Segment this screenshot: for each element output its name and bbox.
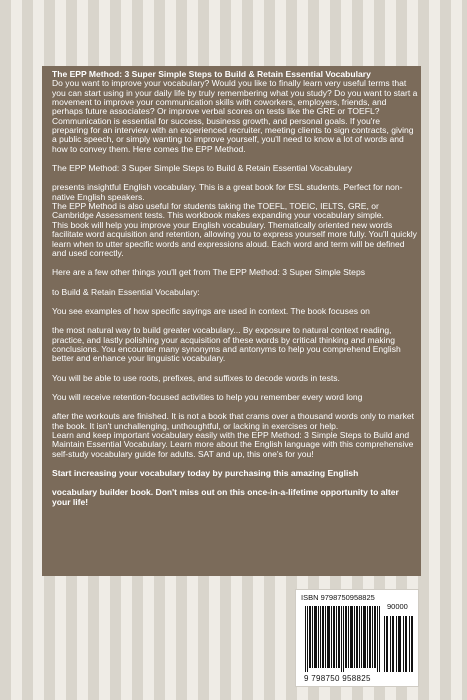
- blurb-title: The EPP Method: 3 Super Simple Steps to Build & Retain Essential Vocabulary: [52, 69, 371, 79]
- blurb-call-to-action: vocabulary builder book. Don't miss out on this once-in-a-lifetime opportunity to alter your life!: [52, 487, 399, 507]
- blurb-paragraph: Do you want to improve your vocabulary? Would you like to finally learn very useful terms that you can start using in your daily life by truly remembering what you study? Do you want to start a movement to improve your communication skills with coworkers, employers, friends, and perhaps future associates? Or improve verbal scores on tests like the GRE or TOEFL?: [52, 78, 418, 117]
- blurb-paragraph: The EPP Method: 3 Super Simple Steps to Build & Retain Essential Vocabulary: [52, 163, 353, 174]
- blurb-paragraph: Here are a few other things you'll get from The EPP Method: 3 Super Simple Steps: [52, 267, 365, 278]
- isbn-label: ISBN 9798750958825: [301, 593, 375, 602]
- blurb-call-to-action: Start increasing your vocabulary today by purchasing this amazing English: [52, 468, 359, 478]
- description-panel: [42, 66, 421, 576]
- barcode-digits: 9 798750 958825: [304, 674, 371, 683]
- blurb-paragraph: Communication is essential for success, business growth, and personal goals. If you're preparing for an interview with an experienced recruiter, meeting clients to sign contracts, giving a public speech, or simply wanting to improve yourself, you'll need to know a lot of words and how to convey them. Here comes the EPP Method.: [52, 115, 414, 154]
- blurb-paragraph: after the workouts are finished. It is not a book that crams over a thousand words only to market the book. It isn't unchallenging, unthoughtful, or lacking in exercises or help.: [52, 411, 414, 431]
- blurb-paragraph: You will be able to use roots, prefixes, and suffixes to decode words in tests.: [52, 372, 340, 383]
- barcode-icon: [305, 606, 381, 672]
- blurb-paragraph: The EPP Method is also useful for students taking the TOEFL, TOEIC, IELTS, GRE, or Cambridge Assessment tests. This workbook makes expanding your vocabulary simple.: [52, 201, 384, 221]
- price-barcode-icon: [384, 606, 414, 672]
- blurb-paragraph: presents insightful English vocabulary. This is a great book for ESL students. Perfect for non-native English speakers.: [52, 182, 403, 202]
- isbn-barcode: [295, 589, 419, 687]
- blurb-paragraph: to Build & Retain Essential Vocabulary:: [52, 286, 200, 297]
- blurb-paragraph: You see examples of how specific sayings are used in context. The book focuses on: [52, 305, 370, 316]
- blurb-paragraph: You will receive retention-focused activities to help you remember every word long: [52, 391, 363, 402]
- blurb-paragraph: This book will help you improve your English vocabulary. Thematically oriented new words facilitate word acquisition and retention, allowing you to express yourself more fully. You'll quickly learn when to utter specific words and expressions aloud. Each word and term will be defined and used correctly.: [52, 219, 417, 258]
- blurb-paragraph: Learn and keep important vocabulary easily with the EPP Method: 3 Simple Steps to Build and Maintain Essential Vocabulary. Learn more about the English language with this comprehensive self-study vocabulary guide for adults. SAT and up, this one's for you!: [52, 429, 414, 459]
- blurb-paragraph: the most natural way to build greater vocabulary... By exposure to natural context reading, practice, and lastly polishing your acquisition of these words by critical thinking and making conclusions. You encounter many synonyms and antonyms to help you comprehend English better and enhance your linguistic vocabulary.: [52, 325, 401, 364]
- price-code: 90000: [387, 602, 408, 611]
